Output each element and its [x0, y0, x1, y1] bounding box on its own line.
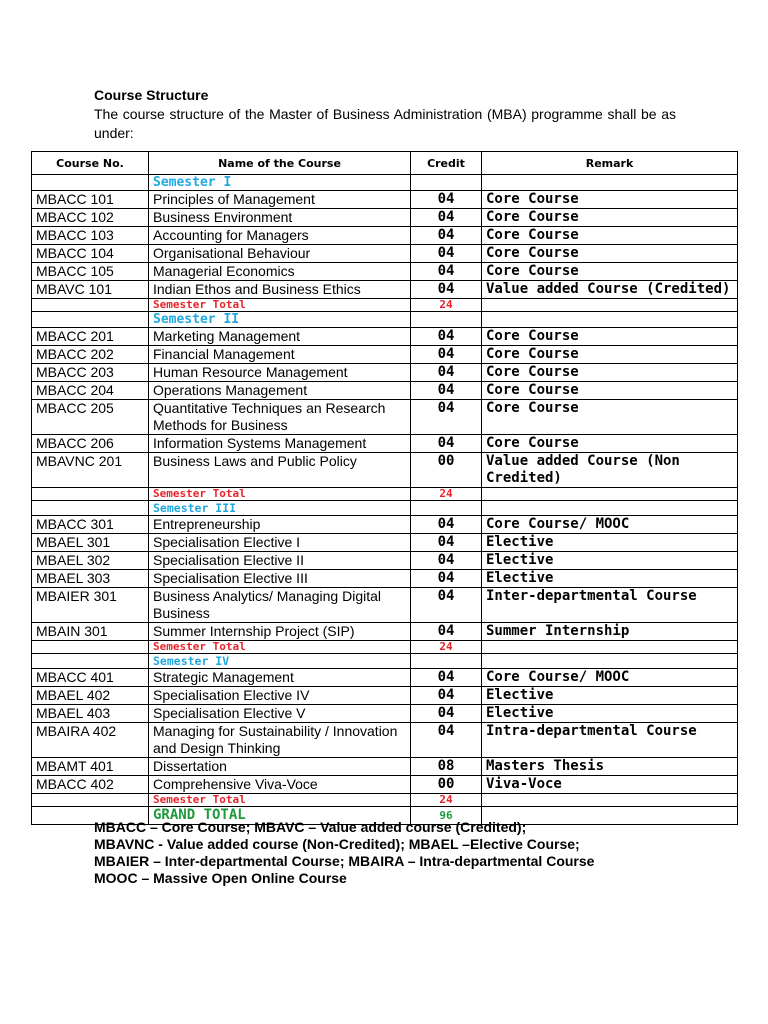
abbreviation-legend: [94, 819, 594, 887]
course-code: MBACC 101: [32, 191, 149, 209]
empty-cell: [411, 312, 482, 328]
semester-title: Semester IV: [149, 654, 411, 669]
empty-cell: [32, 794, 149, 807]
empty-cell: [32, 641, 149, 654]
course-credit: 04: [411, 588, 482, 623]
course-structure-table: [31, 151, 738, 825]
semester-total-row: [32, 794, 738, 807]
course-remark: Core Course: [482, 400, 738, 435]
course-name: Business Laws and Public Policy: [149, 453, 411, 488]
course-credit: 04: [411, 281, 482, 299]
empty-cell: [32, 488, 149, 501]
course-credit: 00: [411, 776, 482, 794]
course-remark: Elective: [482, 534, 738, 552]
course-credit: 04: [411, 346, 482, 364]
empty-cell: [32, 175, 149, 191]
course-code: MBACC 103: [32, 227, 149, 245]
legend-line: MBAIER – Inter-departmental Course; MBAIRA – Intra-departmental Course: [94, 853, 595, 869]
empty-cell: [482, 794, 738, 807]
semester-title-row: [32, 501, 738, 516]
course-name: Indian Ethos and Business Ethics: [149, 281, 411, 299]
course-remark: Elective: [482, 570, 738, 588]
empty-cell: [482, 312, 738, 328]
semester-total-label: Semester Total: [149, 299, 411, 312]
course-remark: Core Course: [482, 191, 738, 209]
section-heading: Course Structure: [94, 87, 209, 103]
grand-total-value: 96: [411, 807, 482, 825]
empty-cell: [482, 488, 738, 501]
course-remark: Core Course: [482, 435, 738, 453]
course-credit: 04: [411, 723, 482, 758]
course-code: MBAVNC 201: [32, 453, 149, 488]
course-code: MBAEL 403: [32, 705, 149, 723]
course-credit: 04: [411, 552, 482, 570]
course-remark: Elective: [482, 687, 738, 705]
semester-title-row: [32, 175, 738, 191]
semester-title-row: [32, 654, 738, 669]
course-row: [32, 623, 738, 641]
grand-total-label: GRAND TOTAL: [149, 807, 411, 825]
course-row: [32, 705, 738, 723]
course-name: Business Analytics/ Managing Digital Business: [149, 588, 411, 623]
course-credit: 04: [411, 623, 482, 641]
header-course-name: Name of the Course: [149, 152, 411, 175]
course-row: [32, 191, 738, 209]
course-remark: Masters Thesis: [482, 758, 738, 776]
course-remark: Core Course: [482, 328, 738, 346]
semester-total-row: [32, 488, 738, 501]
semester-total-row: [32, 299, 738, 312]
course-row: [32, 263, 738, 281]
course-credit: 04: [411, 435, 482, 453]
course-row: [32, 552, 738, 570]
course-name: Accounting for Managers: [149, 227, 411, 245]
legend-line: MBACC – Core Course; MBAVC – Value added course (Credited);: [94, 819, 527, 835]
course-credit: 04: [411, 263, 482, 281]
semester-title: Semester II: [149, 312, 411, 328]
semester-total-label: Semester Total: [149, 488, 411, 501]
course-row: [32, 723, 738, 758]
empty-cell: [482, 641, 738, 654]
semester-total-value: 24: [411, 299, 482, 312]
course-name: Specialisation Elective III: [149, 570, 411, 588]
semester-title-row: [32, 312, 738, 328]
course-remark: Core Course: [482, 346, 738, 364]
intro-paragraph: The course structure of the Master of Business Administration (MBA) programme shall be as under:: [94, 106, 676, 141]
course-remark: Inter-departmental Course: [482, 588, 738, 623]
course-credit: 04: [411, 570, 482, 588]
semester-total-row: [32, 641, 738, 654]
course-row: [32, 346, 738, 364]
course-credit: 00: [411, 453, 482, 488]
legend-line: MBAVNC - Value added course (Non-Credited); MBAEL –Elective Course;: [94, 836, 580, 852]
course-row: [32, 588, 738, 623]
empty-cell: [32, 501, 149, 516]
course-remark: Elective: [482, 552, 738, 570]
course-code: MBACC 104: [32, 245, 149, 263]
course-code: MBACC 201: [32, 328, 149, 346]
course-code: MBACC 202: [32, 346, 149, 364]
course-credit: 04: [411, 191, 482, 209]
course-remark: Viva-Voce: [482, 776, 738, 794]
course-code: MBACC 401: [32, 669, 149, 687]
course-code: MBAEL 402: [32, 687, 149, 705]
empty-cell: [411, 501, 482, 516]
course-remark: Core Course/ MOOC: [482, 669, 738, 687]
course-name: Managing for Sustainability / Innovation and Design Thinking: [149, 723, 411, 758]
course-name: Entrepreneurship: [149, 516, 411, 534]
course-name: Specialisation Elective I: [149, 534, 411, 552]
semester-total-value: 24: [411, 488, 482, 501]
empty-cell: [411, 654, 482, 669]
table-header-row: [32, 152, 738, 175]
course-code: MBAIRA 402: [32, 723, 149, 758]
course-row: [32, 281, 738, 299]
course-name: Dissertation: [149, 758, 411, 776]
course-remark: Intra-departmental Course: [482, 723, 738, 758]
course-name: Principles of Management: [149, 191, 411, 209]
course-name: Operations Management: [149, 382, 411, 400]
course-code: MBACC 205: [32, 400, 149, 435]
course-credit: 04: [411, 669, 482, 687]
course-row: [32, 382, 738, 400]
course-name: Marketing Management: [149, 328, 411, 346]
course-name: Managerial Economics: [149, 263, 411, 281]
course-credit: 04: [411, 328, 482, 346]
course-remark: Value added Course (Credited): [482, 281, 738, 299]
header-course-no: Course No.: [32, 152, 149, 175]
empty-cell: [482, 501, 738, 516]
course-remark: Core Course: [482, 382, 738, 400]
course-code: MBACC 206: [32, 435, 149, 453]
course-credit: 04: [411, 382, 482, 400]
course-remark: Core Course/ MOOC: [482, 516, 738, 534]
header-credit: Credit: [411, 152, 482, 175]
course-remark: Core Course: [482, 209, 738, 227]
course-name: Human Resource Management: [149, 364, 411, 382]
course-name: Quantitative Techniques an Research Methods for Business: [149, 400, 411, 435]
course-remark: Core Course: [482, 227, 738, 245]
course-credit: 04: [411, 516, 482, 534]
course-row: [32, 776, 738, 794]
course-row: [32, 245, 738, 263]
course-credit: 04: [411, 687, 482, 705]
course-name: Strategic Management: [149, 669, 411, 687]
course-code: MBAVC 101: [32, 281, 149, 299]
course-credit: 04: [411, 400, 482, 435]
course-code: MBAIER 301: [32, 588, 149, 623]
legend-line: MOOC – Massive Open Online Course: [94, 870, 347, 886]
course-row: [32, 669, 738, 687]
course-remark: Elective: [482, 705, 738, 723]
course-code: MBACC 204: [32, 382, 149, 400]
empty-cell: [482, 654, 738, 669]
course-row: [32, 364, 738, 382]
header-remark: Remark: [482, 152, 738, 175]
course-name: Specialisation Elective IV: [149, 687, 411, 705]
course-row: [32, 453, 738, 488]
course-row: [32, 687, 738, 705]
course-row: [32, 435, 738, 453]
course-name: Financial Management: [149, 346, 411, 364]
course-remark: Core Course: [482, 364, 738, 382]
course-code: MBACC 102: [32, 209, 149, 227]
course-row: [32, 400, 738, 435]
course-name: Specialisation Elective II: [149, 552, 411, 570]
course-code: MBAIN 301: [32, 623, 149, 641]
course-row: [32, 516, 738, 534]
empty-cell: [411, 175, 482, 191]
course-name: Comprehensive Viva-Voce: [149, 776, 411, 794]
course-remark: Summer Internship: [482, 623, 738, 641]
course-row: [32, 534, 738, 552]
course-row: [32, 570, 738, 588]
course-code: MBAEL 302: [32, 552, 149, 570]
course-credit: 04: [411, 705, 482, 723]
course-code: MBACC 301: [32, 516, 149, 534]
empty-cell: [32, 299, 149, 312]
semester-total-label: Semester Total: [149, 641, 411, 654]
semester-total-value: 24: [411, 794, 482, 807]
semester-title: Semester III: [149, 501, 411, 516]
course-credit: 08: [411, 758, 482, 776]
course-remark: Core Course: [482, 245, 738, 263]
course-row: [32, 227, 738, 245]
course-code: MBAEL 303: [32, 570, 149, 588]
course-name: Organisational Behaviour: [149, 245, 411, 263]
empty-cell: [32, 312, 149, 328]
course-name: Summer Internship Project (SIP): [149, 623, 411, 641]
empty-cell: [32, 654, 149, 669]
course-name: Information Systems Management: [149, 435, 411, 453]
course-name: Business Environment: [149, 209, 411, 227]
course-row: [32, 209, 738, 227]
course-code: MBAMT 401: [32, 758, 149, 776]
course-credit: 04: [411, 534, 482, 552]
course-credit: 04: [411, 245, 482, 263]
course-credit: 04: [411, 209, 482, 227]
course-code: MBACC 105: [32, 263, 149, 281]
course-credit: 04: [411, 364, 482, 382]
empty-cell: [482, 299, 738, 312]
course-remark: Value added Course (Non Credited): [482, 453, 738, 488]
course-credit: 04: [411, 227, 482, 245]
course-code: MBACC 203: [32, 364, 149, 382]
course-code: MBAEL 301: [32, 534, 149, 552]
semester-title: Semester I: [149, 175, 411, 191]
course-row: [32, 328, 738, 346]
course-row: [32, 758, 738, 776]
semester-total-value: 24: [411, 641, 482, 654]
empty-cell: [482, 175, 738, 191]
course-name: Specialisation Elective V: [149, 705, 411, 723]
course-code: MBACC 402: [32, 776, 149, 794]
course-remark: Core Course: [482, 263, 738, 281]
semester-total-label: Semester Total: [149, 794, 411, 807]
